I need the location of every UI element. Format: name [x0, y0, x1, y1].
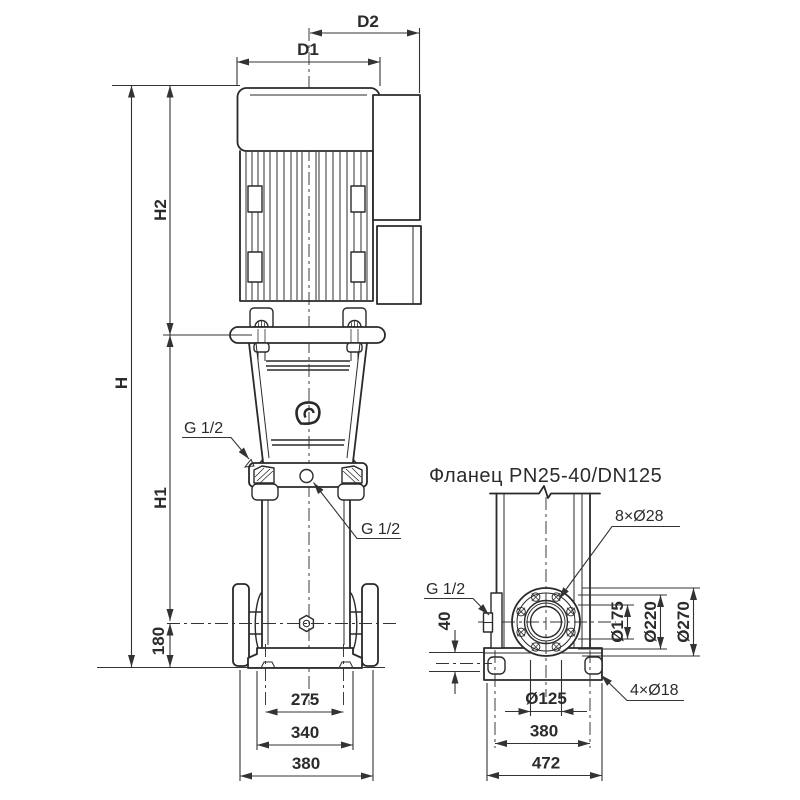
- motor-fins: [246, 152, 367, 300]
- dim-380-side-label: 380: [529, 721, 559, 741]
- discharge-flange: [362, 584, 378, 666]
- suction-flange: [233, 584, 249, 666]
- label-base-holes: [601, 675, 684, 701]
- dimension-h1: [151, 335, 170, 621]
- dim-d2-label: D2: [357, 12, 379, 31]
- dim-220-label: Ø220: [641, 601, 660, 643]
- port-left-label: G 1/2: [184, 420, 224, 437]
- flange-title: Фланец PN25-40/DN125: [429, 465, 663, 487]
- dim-380-front-label: 380: [291, 754, 321, 773]
- port-label-side: [424, 581, 489, 615]
- side-port-label: G 1/2: [426, 581, 466, 598]
- dimension-d1: [237, 40, 380, 86]
- motor-stool-plate: [230, 327, 385, 343]
- dim-125-label: Ø125: [525, 689, 567, 708]
- dim-270-label: Ø270: [674, 601, 693, 643]
- port-label-left: [182, 420, 249, 459]
- head-foot-left: [252, 484, 278, 500]
- dim-h2-label: H2: [151, 199, 170, 221]
- terminal-box: [373, 95, 421, 304]
- label-bolt-holes: [559, 508, 680, 599]
- side-port-boss: [484, 593, 503, 648]
- dim-180-label: 180: [149, 626, 168, 656]
- dim-40-label: 40: [435, 611, 454, 631]
- bolt-holes-label: 8×Ø28: [615, 508, 664, 525]
- motor-fan-cover: [238, 88, 380, 151]
- dimension-h: [112, 86, 132, 668]
- side-view: [424, 465, 700, 781]
- dimension-275: [266, 690, 344, 712]
- brand-logo: [297, 402, 320, 423]
- dim-d1-label: D1: [297, 40, 319, 59]
- dim-340-label: 340: [290, 723, 320, 742]
- dim-275-label: 275: [290, 690, 320, 709]
- dimension-d2: [310, 12, 420, 93]
- dim-h1-label: H1: [151, 487, 170, 509]
- front-view: [97, 12, 421, 781]
- port-drain-label: G 1/2: [361, 521, 401, 538]
- dimension-h2: [151, 86, 170, 336]
- motor-body: [240, 151, 373, 301]
- head-foot-right: [338, 484, 364, 500]
- dim-h-label: H: [112, 376, 131, 390]
- dimension-180: [149, 624, 170, 668]
- dimension-380-side: [495, 722, 590, 744]
- dimension-40: [429, 612, 492, 694]
- dim-175-label: Ø175: [608, 601, 627, 643]
- dim-472-label: 472: [531, 753, 561, 773]
- base-holes-label: 4×Ø18: [630, 682, 679, 699]
- dimension-340: [257, 671, 353, 750]
